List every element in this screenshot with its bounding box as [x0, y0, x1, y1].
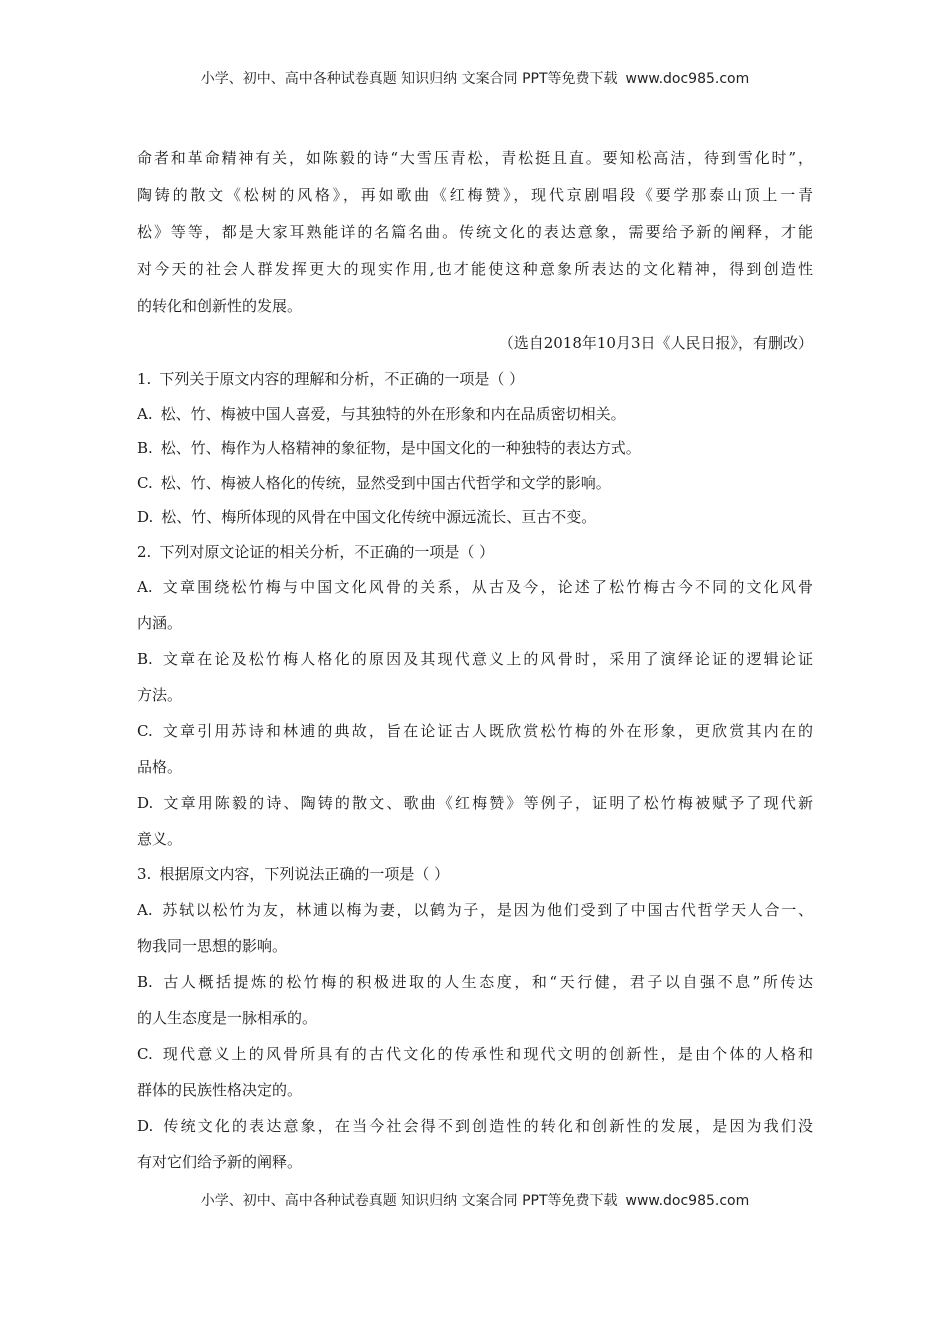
option-c	[137, 713, 813, 785]
passage-line: 松》等等，都是大家耳熟能详的名篇名曲。传统文化的表达意象，需要给予新的阐释，才能	[137, 223, 813, 241]
question-2	[137, 535, 813, 858]
option-line	[137, 713, 813, 749]
option-line	[137, 1036, 813, 1072]
option-d	[137, 785, 813, 857]
option-line	[137, 569, 813, 605]
question-stem-text: 下列对原文论证的相关分析，不正确的一项是（ ）	[159, 542, 495, 561]
option-b	[137, 431, 813, 466]
option-c	[137, 466, 813, 501]
passage-source: （选自2018年10月3日《人民日报》，有删改）	[498, 334, 813, 352]
option-line: 品格。	[137, 758, 183, 776]
header-banner	[0, 68, 950, 88]
option-b	[137, 641, 813, 713]
option-text: 文章围绕松竹梅与中国文化风骨的关系，从古及今，论述了松竹梅古今不同的文化风骨	[160, 578, 813, 596]
option-label: A.	[137, 578, 153, 596]
passage-line: 的转化和创新性的发展。	[137, 297, 303, 315]
footer-banner	[0, 1190, 950, 1210]
option-line: 物我同一思想的影响。	[137, 936, 288, 955]
option-a	[137, 569, 813, 641]
option-label: D.	[137, 508, 154, 526]
option-label: C.	[137, 473, 153, 492]
question-stem	[137, 362, 813, 397]
footer-banner-url[interactable]: www.doc985.com	[625, 1193, 750, 1209]
option-c	[137, 1036, 813, 1108]
document-content	[137, 140, 813, 1180]
option-label: D.	[137, 1116, 154, 1135]
option-text: 文章在论及松竹梅人格化的原因及其现代意义上的风骨时，采用了演绎论证的逻辑论证	[160, 650, 813, 668]
option-a	[137, 397, 813, 432]
option-text: 松、竹、梅被中国人喜爱，与其独特的外在形象和内在品质密切相关。	[160, 404, 626, 423]
question-number: 2.	[137, 542, 152, 561]
footer-banner-text: 小学、初中、高中各种试卷真题 知识归纳 文案合同 PPT等免费下载	[200, 1193, 618, 1209]
question-3	[137, 857, 813, 1180]
question-number: 3.	[137, 865, 152, 883]
option-d	[137, 1108, 813, 1180]
option-text: 松、竹、梅所体现的风骨在中国文化传统中源远流长、亘古不变。	[161, 508, 597, 526]
option-label: D.	[137, 794, 154, 812]
option-line: 内涵。	[137, 614, 183, 632]
option-b	[137, 964, 813, 1036]
option-text: 苏轼以松竹为友，林逋以梅为妻，以鹤为子，是因为他们受到了中国古代哲学天人合一、	[160, 900, 813, 919]
option-label: C.	[137, 1044, 153, 1063]
option-line: 有对它们给予新的阐释。	[137, 1152, 303, 1171]
option-line	[137, 1108, 813, 1144]
option-text: 松、竹、梅作为人格精神的象征物，是中国文化的一种独特的表达方式。	[160, 439, 641, 457]
option-d	[137, 500, 813, 535]
option-line: 群体的民族性格决定的。	[137, 1080, 303, 1099]
header-banner-url[interactable]: www.doc985.com	[625, 71, 750, 87]
option-label: C.	[137, 722, 153, 740]
option-line: 的人生态度是一脉相承的。	[137, 1008, 318, 1027]
option-text: 松、竹、梅被人格化的传统，显然受到中国古代哲学和文学的影响。	[160, 473, 611, 492]
option-label: A.	[137, 404, 153, 423]
passage-line: 陶铸的散文《松树的风格》，再如歌曲《红梅赞》，现代京剧唱段《要学那泰山顶上一青	[137, 186, 813, 204]
option-text: 古人概括提炼的松竹梅的积极进取的人生态度，和“天行健，君子以自强不息”所传达	[160, 972, 813, 991]
question-stem	[137, 857, 813, 892]
question-1	[137, 362, 813, 535]
option-label: A.	[137, 900, 153, 919]
option-line: 方法。	[137, 686, 183, 704]
option-line: 意义。	[137, 830, 183, 848]
option-text: 文章引用苏诗和林逋的典故，旨在论证古人既欣赏松竹梅的外在形象，更欣赏其内在的	[160, 722, 813, 740]
option-line	[137, 785, 813, 821]
option-label: B.	[137, 650, 153, 668]
option-text: 文章用陈毅的诗、陶铸的散文、歌曲《红梅赞》等例子，证明了松竹梅被赋予了现代新	[161, 794, 813, 812]
option-text: 传统文化的表达意象，在当今社会得不到创造性的转化和创新性的发展，是因为我们没	[161, 1116, 813, 1135]
question-stem	[137, 535, 813, 570]
option-label: B.	[137, 972, 153, 991]
option-line	[137, 892, 813, 928]
option-a	[137, 892, 813, 964]
question-stem-text: 下列关于原文内容的理解和分析，不正确的一项是（ ）	[159, 370, 525, 388]
question-number: 1.	[137, 370, 152, 388]
option-label: B.	[137, 439, 153, 457]
passage	[137, 140, 813, 325]
option-line	[137, 641, 813, 677]
question-stem-text: 根据原文内容，下列说法正确的一项是（ ）	[159, 865, 450, 883]
option-text: 现代意义上的风骨所具有的古代文化的传承性和现代文明的创新性，是由个体的人格和	[160, 1044, 813, 1063]
header-banner-text: 小学、初中、高中各种试卷真题 知识归纳 文案合同 PPT等免费下载	[200, 71, 618, 87]
passage-line: 对今天的社会人群发挥更大的现实作用,也才能使这种意象所表达的文化精神，得到创造性	[137, 260, 813, 278]
option-line	[137, 964, 813, 1000]
passage-line: 命者和革命精神有关，如陈毅的诗“大雪压青松，青松挺且直。要知松高洁，待到雪化时”，	[137, 149, 813, 167]
